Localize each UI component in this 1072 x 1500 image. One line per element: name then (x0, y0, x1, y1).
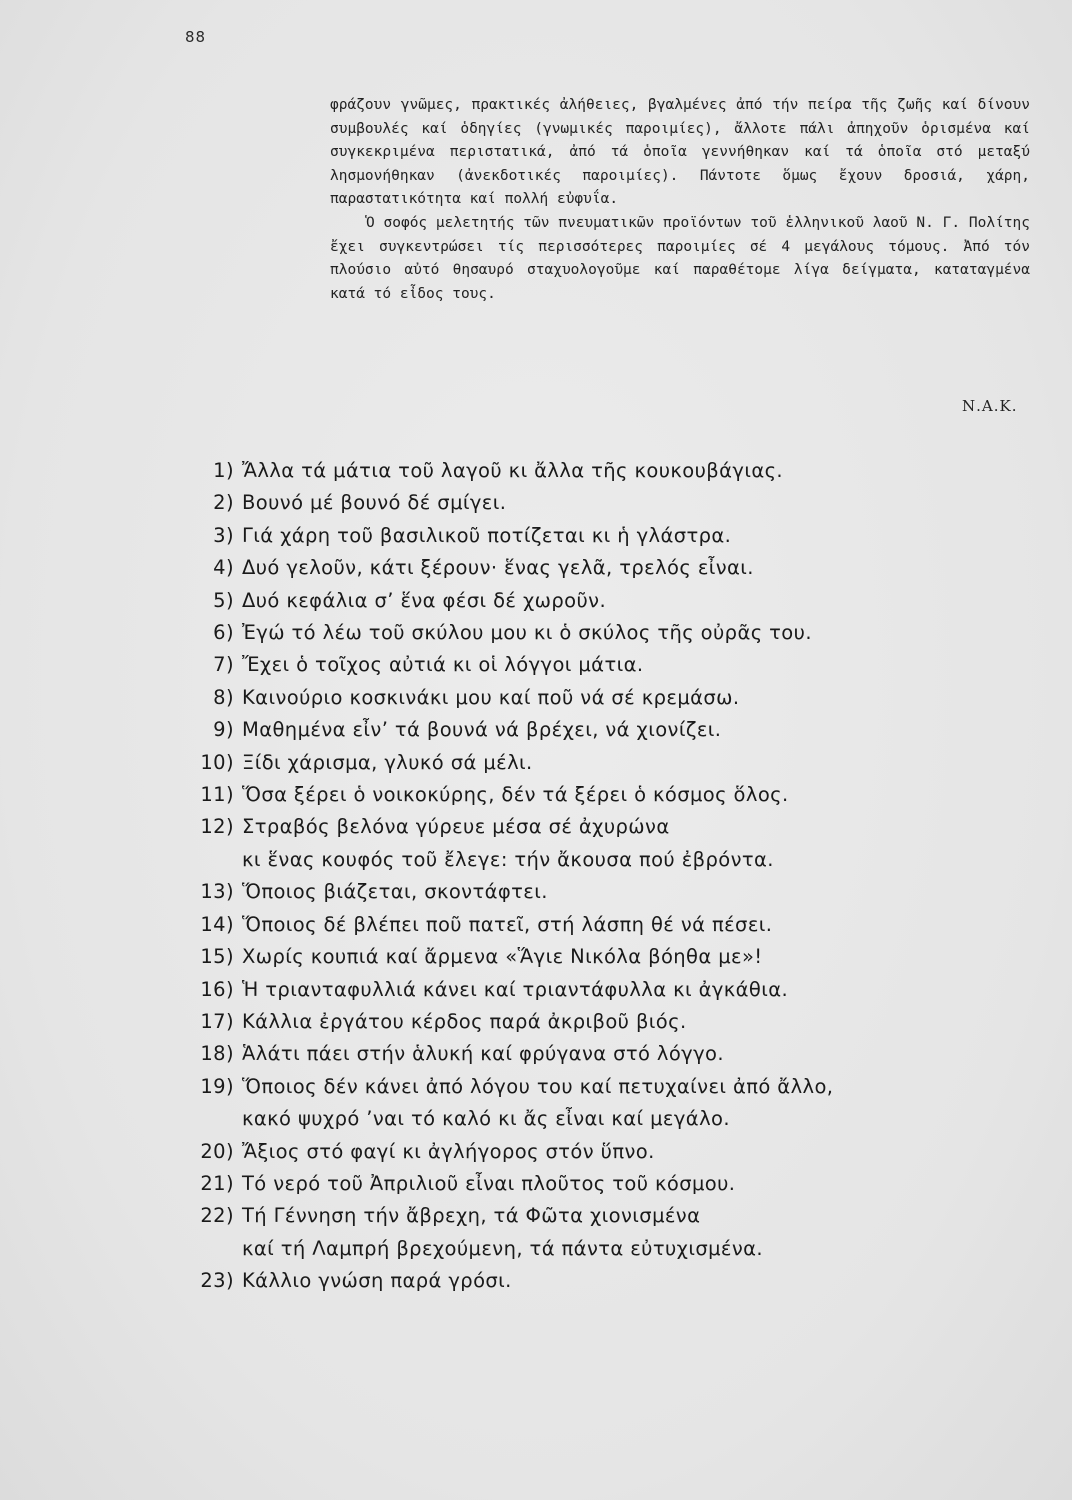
proverb-number: 20) (200, 1139, 234, 1163)
proverb-number: 21) (200, 1171, 234, 1195)
proverb-list (180, 455, 1050, 1298)
proverb-number: 5) (213, 588, 234, 612)
proverb-number: 1) (213, 459, 234, 482)
author-initials: Ν.Α.Κ. (962, 397, 1018, 415)
proverb-number: 19) (200, 1074, 234, 1098)
proverb-number: 11) (200, 783, 234, 807)
proverb-text: Ὅποιος βιάζεται, σκοντάφτει. (242, 880, 548, 904)
page-number: 88 (185, 28, 207, 46)
proverb-item (180, 1071, 1050, 1136)
proverb-number: 4) (213, 556, 234, 580)
proverb-item (180, 1136, 1050, 1168)
proverb-item (180, 974, 1050, 1006)
proverb-text: Κάλλιο γνώση παρά γρόσι. (242, 1269, 512, 1293)
proverb-text: Τό νερό τοῦ Ἀπριλιοῦ εἶναι πλοῦτος τοῦ κόσμου. (242, 1171, 736, 1195)
proverb-number: 15) (200, 945, 234, 969)
proverb-text: Ἄξιος στό φαγί κι ἀγλήγορος στόν ὕπνο. (242, 1139, 655, 1163)
proverb-number: 3) (213, 523, 234, 547)
proverb-item (180, 552, 1050, 584)
proverb-number: 22) (200, 1204, 234, 1228)
proverb-item (180, 487, 1050, 519)
proverb-number: 23) (200, 1269, 234, 1293)
proverb-text: Ἐγώ τό λέω τοῦ σκύλου μου κι ὁ σκύλος τῆς οὐρᾶς του. (242, 621, 812, 645)
proverb-item (180, 747, 1050, 779)
proverb-item (180, 714, 1050, 746)
proverb-item (180, 941, 1050, 973)
proverb-text: Κάλλια ἐργάτου κέρδος παρά ἀκριβοῦ βιός. (242, 1009, 687, 1033)
proverb-number: 9) (213, 718, 234, 742)
proverb-item (180, 617, 1050, 649)
proverb-item (180, 1006, 1050, 1038)
proverb-text: Βουνό μέ βουνό δέ σμίγει. (242, 491, 507, 515)
proverb-item (180, 811, 1050, 876)
proverb-text: Ἄλλα τά μάτια τοῦ λαγοῦ κι ἄλλα τῆς κουκουβάγιας. (242, 459, 784, 482)
proverb-text: Δυό γελοῦν, κάτι ξέρουν· ἕνας γελᾶ, τρελός εἶναι. (242, 556, 754, 580)
proverb-number: 7) (213, 653, 234, 677)
proverb-number: 18) (200, 1042, 234, 1066)
proverb-text: Ξίδι χάρισμα, γλυκό σά μέλι. (242, 750, 533, 774)
proverb-item (180, 520, 1050, 552)
intro-text (330, 94, 1030, 306)
proverb-item (180, 649, 1050, 681)
proverb-item (180, 876, 1050, 908)
proverb-number: 13) (200, 880, 234, 904)
proverb-text: Ἔχει ὁ τοῖχος αὐτιά κι οἱ λόγγοι μάτια. (242, 653, 644, 677)
intro-paragraph: Ὁ σοφός μελετητής τῶν πνευματικῶν προϊόντων τοῦ ἑλληνικοῦ λαοῦ Ν. Γ. Πολίτης ἔχει συγκεντρώσει τίς περισσότερες παροιμίες σέ 4 μεγάλους τόμους. Ἀπό τόν πλούσιο αὐτό θησαυρό σταχυολογοῦμε καί παραθέτομε λίγα δείγματα, καταταγμένα κατά τό εἶδος τους. (330, 214, 1030, 302)
proverb-number: 17) (200, 1009, 234, 1033)
proverb-number: 6) (213, 621, 234, 645)
proverb-item (180, 682, 1050, 714)
proverb-text: Ὅποιος δέ βλέπει ποῦ πατεῖ, στή λάσπη θέ νά πέσει. (242, 912, 773, 936)
proverb-item (180, 1200, 1050, 1265)
proverb-number: 8) (213, 685, 234, 709)
intro-paragraph: φράζουν γνῶμες, πρακτικές ἀλήθειες, βγαλμένες ἀπό τήν πείρα τῆς ζωῆς καί δίνουν συμβουλές καί ὁδηγίες (γνωμικές παροιμίες), ἄλλοτε πάλι ἀπηχοῦν ὁρισμένα καί συγκεκριμένα περιστατικά, ἀπό τά ὁποῖα γεννήθηκαν καί τά ὁποῖα στό μεταξύ λησμονήθηκαν (ἀνεκδοτικές παροιμίες). Πάντοτε ὅμως ἔχουν δροσιά, χάρη, παραστατικότητα καί πολλή εὐφυΐα. (330, 97, 1030, 208)
proverb-item (180, 455, 1050, 487)
proverb-number: 16) (200, 977, 234, 1001)
proverb-number: 12) (200, 815, 234, 839)
proverb-item (180, 779, 1050, 811)
proverb-item (180, 1038, 1050, 1070)
proverb-text: Μαθημένα εἶν’ τά βουνά νά βρέχει, νά χιονίζει. (242, 718, 722, 742)
proverb-item (180, 1168, 1050, 1200)
proverb-text: Τή Γέννηση τήν ἄβρεχη, τά Φῶτα χιονισμένα καί τή Λαμπρή βρεχούμενη, τά πάντα εὐτυχισμένα. (242, 1204, 763, 1260)
proverb-item (180, 585, 1050, 617)
proverb-item (180, 1265, 1050, 1297)
proverb-number: 14) (200, 912, 234, 936)
proverb-text: Στραβός βελόνα γύρευε μέσα σέ ἀχυρώνα κι ἕνας κουφός τοῦ ἔλεγε: τήν ἄκουσα πού ἐβρόντα. (242, 815, 774, 871)
proverb-text: Δυό κεφάλια σ’ ἕνα φέσι δέ χωροῦν. (242, 588, 607, 612)
proverb-item (180, 909, 1050, 941)
proverb-text: Ὅποιος δέν κάνει ἀπό λόγου του καί πετυχαίνει ἀπό ἄλλο, κακό ψυχρό ’ναι τό καλό κι ἄς εἶναι καί μεγάλο. (242, 1074, 834, 1131)
proverb-text: Ὅσα ξέρει ὁ νοικοκύρης, δέν τά ξέρει ὁ κόσμος ὅλος. (242, 783, 789, 807)
proverb-text: Γιά χάρη τοῦ βασιλικοῦ ποτίζεται κι ἡ γλάστρα. (242, 523, 732, 547)
proverb-text: Χωρίς κουπιά καί ἄρμενα «Ἅγιε Νικόλα βόηθα με»! (242, 945, 763, 969)
proverb-text: Ἡ τριανταφυλλιά κάνει καί τριαντάφυλλα κι ἀγκάθια. (242, 977, 789, 1001)
proverb-text: Ἁλάτι πάει στήν ἁλυκή καί φρύγανα στό λόγγο. (242, 1042, 724, 1066)
proverb-text: Καινούριο κοσκινάκι μου καί ποῦ νά σέ κρεμάσω. (242, 685, 740, 709)
proverb-number: 2) (213, 491, 234, 515)
proverb-number: 10) (200, 750, 234, 774)
